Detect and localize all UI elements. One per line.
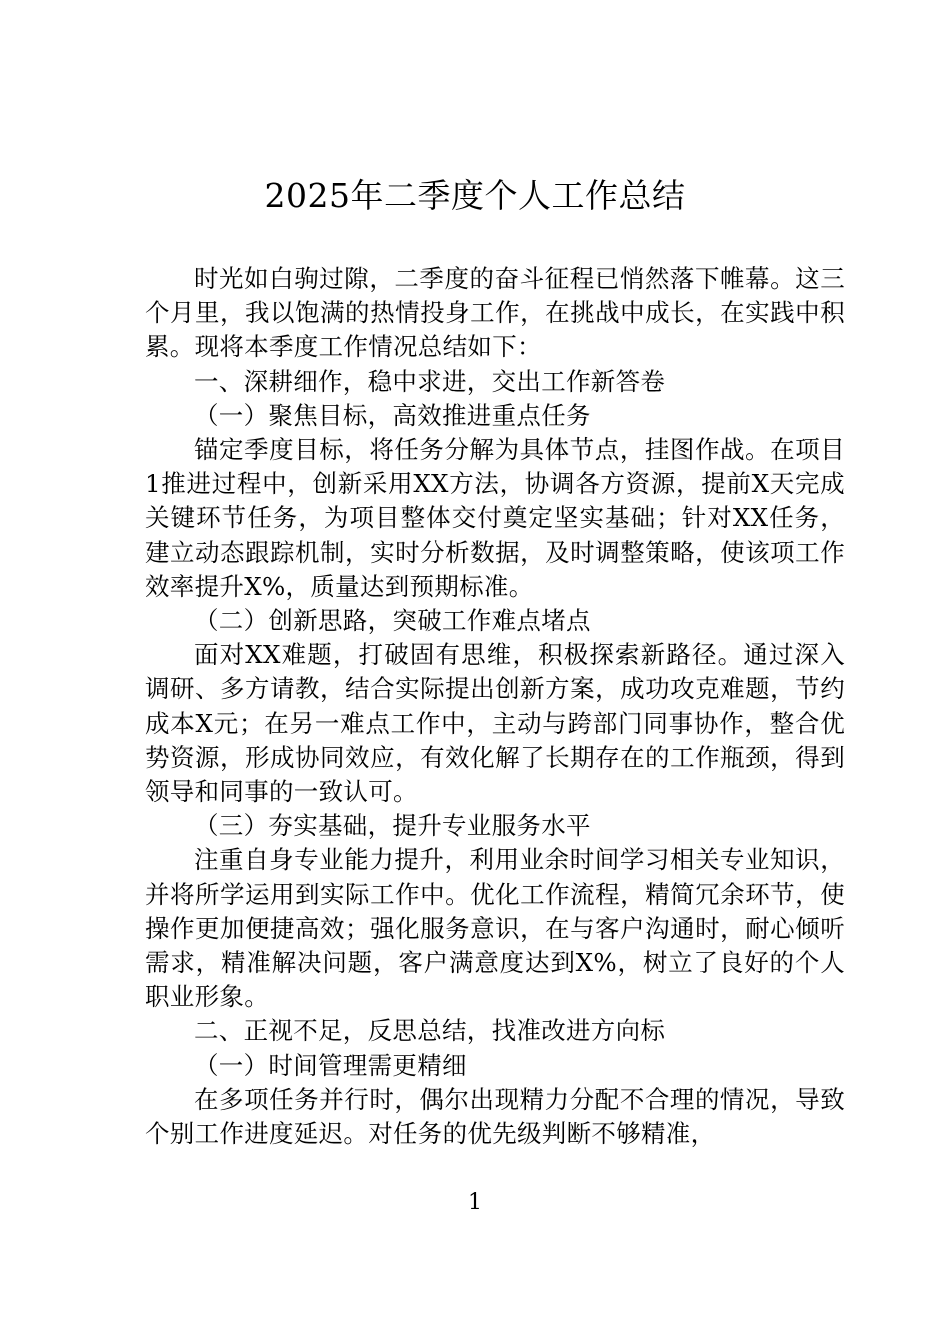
subsection-heading-1-2: （二）创新思路，突破工作难点堵点: [194, 606, 591, 636]
body-paragraph: 面对XX难题，打破固有思维，积极探索新路径。通过深入调研、多方请教，结合实际提出创新方案，成功攻克难题，节约成本X元；在另一难点工作中，主动与跨部门同事协作，整合优势资源，形成协同效应，有效化解了长期存在的工作瓶颈，得到领导和同事的一致认可。: [145, 640, 845, 807]
body-paragraph: 锚定季度目标，将任务分解为具体节点，挂图作战。在项目1推进过程中，创新采用XX方法，协调各方资源，提前X天完成关键环节任务，为项目整体交付奠定坚实基础；针对XX任务，建立动态跟踪机制，实时分析数据，及时调整策略，使该项工作效率提升X%，质量达到预期标准。: [145, 435, 845, 601]
document-title: 2025年二季度个人工作总结: [264, 176, 686, 215]
intro-paragraph: 时光如白驹过隙，二季度的奋斗征程已悄然落下帷幕。这三个月里，我以饱满的热情投身工作，在挑战中成长，在实践中积累。现将本季度工作情况总结如下：: [145, 264, 845, 362]
subsection-heading-1-3: （三）夯实基础，提升专业服务水平: [194, 811, 591, 841]
body-paragraph: 在多项任务并行时，偶尔出现精力分配不合理的情况，导致个别工作进度延迟。对任务的优先级判断不够精准，: [145, 1084, 845, 1149]
subsection-heading-1-1: （一）聚焦目标，高效推进重点任务: [194, 400, 591, 430]
subsection-heading-2-1: （一）时间管理需更精细: [194, 1050, 467, 1080]
section-heading-2: 二、正视不足，反思总结，找准改进方向标: [194, 1016, 666, 1046]
page-number: 1: [468, 1190, 482, 1215]
body-paragraph: 注重自身专业能力提升，利用业余时间学习相关专业知识，并将所学运用到实际工作中。优化工作流程，精简冗余环节，使操作更加便捷高效；强化服务意识，在与客户沟通时，耐心倾听需求，精准解决问题，客户满意度达到X%，树立了良好的个人职业形象。: [145, 845, 845, 1012]
document-body: [145, 262, 845, 1151]
section-heading-1: 一、深耕细作，稳中求进，交出工作新答卷: [194, 366, 666, 396]
